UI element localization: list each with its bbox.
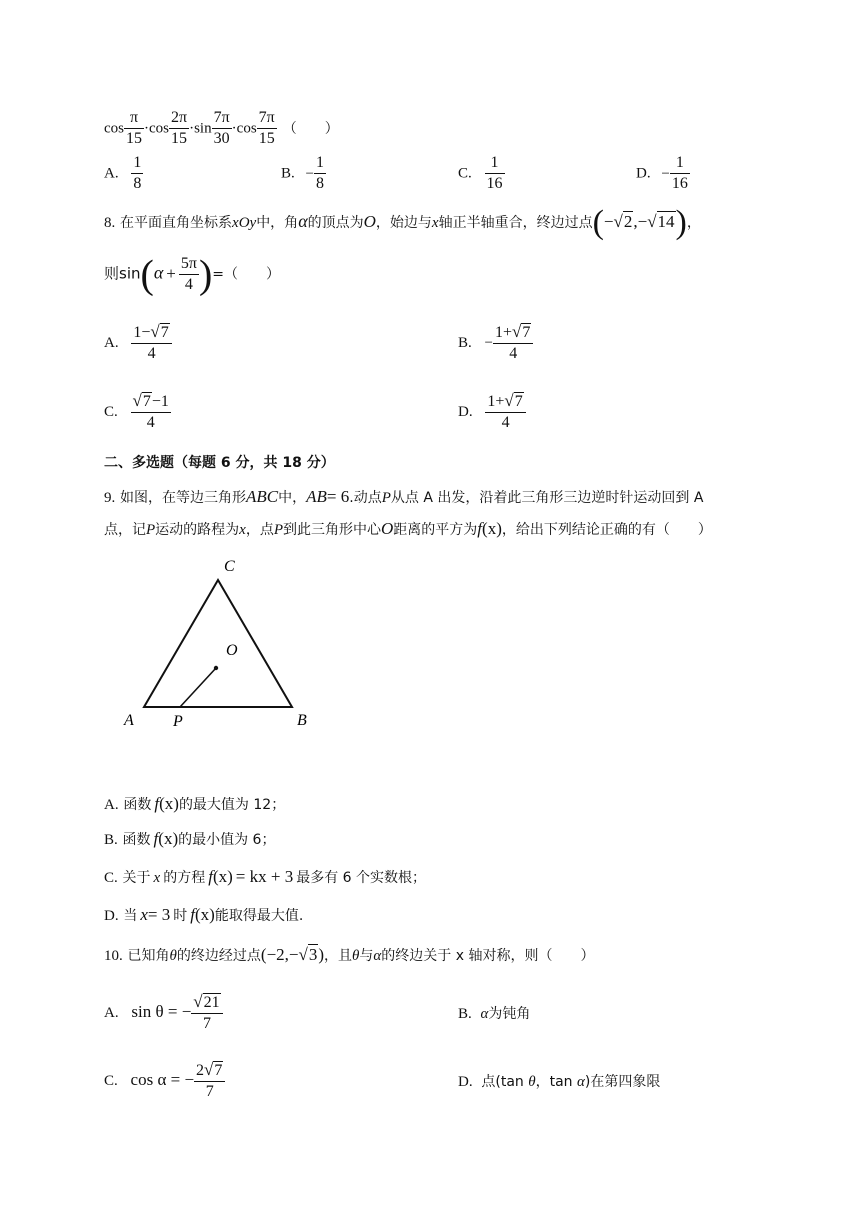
math-f: f	[477, 519, 483, 538]
frac-den: 4	[184, 276, 193, 293]
option-text: ，tan	[535, 1074, 578, 1090]
math-ab: AB	[306, 487, 327, 506]
q8-option-a-frac	[131, 322, 171, 364]
stem-text: 的顶点为	[307, 215, 364, 231]
radicand: 7	[522, 324, 531, 341]
option-label: D.	[104, 908, 119, 924]
option-label: D.	[458, 404, 473, 420]
frac-den: 4	[501, 414, 510, 431]
math-fx: (x)	[212, 867, 233, 886]
frac-den: 8	[133, 175, 142, 192]
q7-answer-blank: （ ）	[282, 120, 339, 137]
math-expr: sin θ = −	[131, 1002, 192, 1021]
segment-po	[180, 668, 216, 707]
minus-sign: −	[661, 165, 670, 182]
math-fx: (x)	[195, 905, 215, 924]
section-heading: 二、多选题（每题 6 分，共 18 分）	[104, 455, 335, 471]
frac-den: 7	[202, 1015, 211, 1032]
stem-text: 已知角	[127, 948, 170, 964]
option-label: A.	[104, 1005, 119, 1021]
radicand: 7	[514, 393, 523, 410]
math-p: P	[273, 522, 284, 538]
frac-num: 5π	[179, 254, 199, 275]
option-text: )在第四象限	[584, 1074, 661, 1090]
stem-text: 则sin	[104, 264, 141, 283]
option-text: 函数	[122, 832, 151, 848]
math-eq: = kx + 3	[235, 867, 294, 886]
question-number: 10.	[104, 948, 123, 964]
radicand: 7	[214, 1062, 223, 1079]
stem-text: 点，记	[104, 522, 146, 538]
stem-text: 轴正半轴重合，终边过点	[438, 215, 593, 231]
radicand: 7	[142, 393, 151, 410]
sqrt-3: √3	[298, 945, 318, 964]
label-a: A	[124, 712, 134, 729]
option-text: 时	[173, 908, 188, 924]
math-o: O	[381, 519, 394, 538]
minus-sign: −	[603, 212, 614, 231]
option-label: B.	[458, 335, 472, 351]
q7-option-a[interactable]	[104, 153, 143, 194]
math-eq6: = 6	[326, 487, 350, 506]
q7-frac-2-num: 2π	[169, 108, 189, 129]
stem-text: 的终边经过点	[176, 948, 261, 964]
q7-frac-2	[169, 108, 189, 149]
q7-frac-3-den: 30	[213, 130, 230, 147]
q9-option-d[interactable]	[104, 906, 303, 924]
q7-fn-2: cos	[149, 120, 169, 137]
q10-option-a-frac	[191, 992, 222, 1034]
math-x: x	[153, 870, 161, 886]
q7-fn-1: cos	[104, 120, 124, 137]
math-x: x	[431, 215, 439, 231]
q8-frac-5pi-4	[179, 254, 199, 295]
stem-text: ，点	[245, 522, 274, 538]
minus-sign: −	[637, 212, 648, 231]
stem-text: 与	[359, 948, 374, 964]
math-f: f	[190, 905, 195, 924]
math-fx: (x)	[482, 519, 502, 538]
option-label: B.	[281, 165, 295, 182]
q7-option-b-frac	[314, 153, 326, 194]
math-x: x	[140, 905, 148, 924]
q7-option-b[interactable]	[281, 153, 326, 194]
num-text: 1+	[487, 393, 505, 410]
q10-option-d[interactable]	[458, 1074, 660, 1090]
frac-den: 16	[671, 175, 688, 192]
option-label: B.	[104, 832, 118, 848]
stem-text: .动点	[349, 490, 382, 506]
stem-text: 中，角	[256, 215, 299, 231]
math-expr: cos α = −	[130, 1070, 195, 1089]
comma: ,	[633, 212, 638, 231]
option-text: 的最小值为 6；	[178, 832, 276, 848]
option-text: 函数	[123, 797, 152, 813]
math-p: P	[381, 490, 391, 506]
plus-sign: +	[166, 263, 176, 283]
radicand: 2	[623, 212, 633, 231]
frac-num: 1	[485, 153, 505, 174]
option-label: D.	[458, 1074, 473, 1090]
q7-fn-4: cos	[236, 120, 257, 137]
q7-frac-1	[124, 108, 144, 149]
q10-option-a[interactable]	[104, 992, 223, 1034]
q10-stem	[104, 946, 594, 964]
radicand: 21	[203, 994, 220, 1011]
stem-text: 从点 A 出发，沿着此三角形三边逆时针运动回到 A	[390, 490, 704, 506]
stem-text: 到此三角形中心	[283, 522, 382, 538]
sqrt-7: √7	[132, 391, 151, 410]
sqrt-21: √21	[193, 992, 220, 1011]
triangle-abc	[144, 580, 292, 707]
minus-sign: −	[305, 165, 315, 182]
q7-option-a-frac	[131, 153, 143, 194]
frac-den: 16	[486, 175, 503, 192]
math-alpha: α	[298, 211, 308, 231]
stem-text: 的终边关于 x 轴对称，则（ ）	[381, 948, 595, 964]
q7-frac-1-den: 15	[126, 130, 142, 147]
math-o: O	[363, 212, 376, 231]
point-text: )	[318, 945, 325, 964]
q7-fn-3: sin	[194, 120, 212, 137]
math-theta: θ	[528, 1074, 536, 1090]
option-label: C.	[104, 1073, 118, 1089]
stem-text: 运动的路程为	[155, 522, 240, 538]
right-paren: )	[198, 251, 213, 297]
q7-frac-1-num: π	[124, 108, 144, 129]
option-label: C.	[104, 870, 118, 886]
math-x: x	[239, 522, 246, 538]
math-abc: ABC	[246, 487, 279, 506]
stem-text: 如图，在等边三角形	[120, 490, 247, 506]
num-text: −1	[151, 393, 169, 410]
label-b: B	[297, 712, 307, 729]
q7-dot-2: ·	[189, 120, 195, 137]
label-c: C	[224, 558, 235, 575]
frac-den: 7	[205, 1083, 214, 1100]
stem-text: ，始边与	[375, 215, 432, 231]
q7-frac-2-den: 15	[171, 130, 188, 147]
math-xoy: xOy	[232, 215, 257, 231]
frac-den: 4	[147, 345, 156, 362]
q7-option-d-frac	[670, 153, 690, 194]
q7-option-d[interactable]	[636, 153, 690, 194]
math-theta: θ	[169, 948, 177, 964]
math-alpha: α	[480, 1006, 489, 1022]
frac-num: 1	[670, 153, 690, 174]
q7-frac-3-num: 7π	[212, 108, 232, 129]
q7-frac-4	[257, 108, 277, 149]
right-paren: )	[675, 204, 687, 241]
stem-text: 中，	[278, 490, 307, 506]
q8-stem-line2	[104, 251, 281, 297]
radicand: 7	[160, 324, 169, 341]
left-paren: (	[592, 204, 604, 241]
q7-frac-4-den: 15	[258, 130, 275, 147]
label-o: O	[226, 642, 238, 659]
point-o	[214, 666, 218, 670]
math-alpha: α	[153, 262, 164, 283]
question-number: 8.	[104, 215, 116, 231]
option-text: 的方程	[163, 870, 206, 886]
option-text: 点(tan	[481, 1074, 529, 1090]
q7-frac-4-num: 7π	[257, 108, 277, 129]
option-text: 最多有 6 个实数根；	[296, 870, 427, 886]
q8-option-b-frac	[493, 322, 533, 364]
option-label: B.	[458, 1006, 472, 1022]
q8-option-d-frac	[485, 391, 525, 433]
left-paren: (	[140, 251, 154, 297]
q9-stem-line1	[104, 488, 703, 506]
frac-num: 1	[131, 153, 143, 174]
math-f: f	[154, 794, 160, 813]
q8-stem-line1	[104, 206, 701, 240]
num-text: 2	[196, 1062, 205, 1079]
math-theta: θ	[352, 948, 360, 964]
frac-den: 4	[146, 414, 155, 431]
q8-option-a[interactable]	[104, 322, 172, 364]
option-text: 能取得最大值.	[214, 908, 304, 924]
stem-text: 在平面直角坐标系	[120, 215, 233, 231]
frac-den: 4	[509, 345, 518, 362]
option-text: 的最大值为 12；	[178, 797, 286, 813]
frac-den: 8	[316, 175, 325, 192]
q9-option-a[interactable]	[104, 795, 285, 813]
math-p: P	[146, 522, 156, 538]
option-label: A.	[104, 797, 119, 813]
q9-stem-line2	[104, 520, 712, 538]
option-label: A.	[104, 165, 119, 182]
option-label: C.	[104, 404, 118, 420]
q8-option-b[interactable]	[458, 322, 533, 364]
radicand: 3	[308, 945, 318, 964]
q9-option-b[interactable]	[104, 830, 275, 848]
math-alpha: α	[577, 1074, 585, 1090]
stem-text: ，且	[324, 948, 353, 964]
stem-text: ，给出下列结论正确的有（ ）	[501, 522, 712, 538]
math-alpha: α	[373, 948, 382, 964]
answer-blank: =（ ）	[212, 266, 281, 283]
option-text: 为钝角	[488, 1006, 531, 1022]
q10-option-c-frac	[194, 1060, 225, 1102]
q7-option-c[interactable]	[458, 153, 505, 194]
math-fx: (x)	[158, 829, 179, 848]
radicand: 14	[657, 212, 675, 231]
minus-sign: −	[484, 335, 494, 351]
q8-option-d[interactable]	[458, 391, 526, 433]
q8-option-c[interactable]	[104, 391, 171, 433]
math-f: f	[208, 867, 213, 886]
q10-option-c[interactable]	[104, 1060, 225, 1102]
q7-expression	[104, 108, 339, 149]
question-number: 9.	[104, 490, 116, 506]
frac-num: 1	[314, 153, 326, 174]
sqrt-7: √7	[512, 322, 531, 341]
q7-frac-3	[212, 108, 232, 149]
math-fx: (x)	[159, 794, 179, 813]
point-text: (−2,−	[260, 945, 299, 964]
stem-text: ，	[686, 215, 701, 231]
math-eq3: = 3	[147, 905, 171, 924]
option-text: 关于	[122, 870, 151, 886]
q9-option-c[interactable]	[104, 868, 426, 886]
q10-option-b[interactable]	[458, 1006, 530, 1022]
q7-dot-1: ·	[144, 120, 149, 137]
sqrt-2: √2	[613, 212, 633, 231]
option-label: D.	[636, 165, 651, 182]
sqrt-7: √7	[504, 391, 523, 410]
q8-option-c-frac	[131, 391, 171, 433]
q7-dot-3: ·	[231, 120, 237, 137]
q7-option-c-frac	[485, 153, 505, 194]
option-text: 当	[123, 908, 138, 924]
num-text: 1+	[495, 324, 513, 341]
sqrt-14: √14	[647, 212, 675, 231]
option-label: A.	[104, 335, 119, 351]
stem-text: 距离的平方为	[393, 522, 478, 538]
num-text: 1−	[133, 324, 151, 341]
math-f: f	[153, 829, 159, 848]
option-label: C.	[458, 165, 472, 182]
label-p: P	[173, 713, 183, 730]
sqrt-7: √7	[204, 1060, 223, 1079]
sqrt-7: √7	[150, 322, 169, 341]
